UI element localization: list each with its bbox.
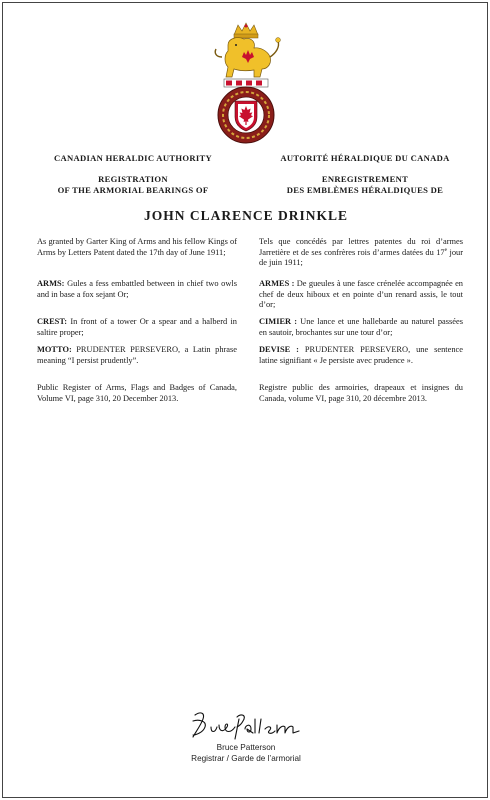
motto-text: PRUDENTER PERSEVERO, a Latin phrase meaning “I persist prudently”. [37,345,237,365]
french-registration-line: ENREGISTREMENT [321,174,409,184]
english-grant-text: As granted by Garter King of Arms and his fellow Kings of Arms by Letters Patent dated the 17th day of June 1911; [37,237,237,257]
signatory-title: Registrar / Garde de l’armorial [191,753,301,763]
crest-blazon: In front of a tower Or a spear and a halberd in saltire proper; [37,317,237,337]
crown-icon [234,23,258,38]
french-grant-part-a: Tels que concédés par lettres patentes du roi d’armes Jarretière et de ses confrères rois d’armes datées du 17 [259,237,463,257]
english-armorial-line: OF THE ARMORIAL BEARINGS OF [57,185,209,195]
english-crest [37,317,237,338]
devise-text: PRUDENTER PERSEVERO, une sentence latine signifiant « Je persiste avec prudence ». [259,345,463,365]
signatory-name: Bruce Patterson [216,743,276,752]
english-arms [37,279,237,300]
french-crest [259,317,463,338]
armes-blazon: De gueules à une fasce crénelée accompagnée en chef de deux hiboux et en pointe d’un renard assis, le tout d’or; [259,279,463,310]
handwritten-signature [181,707,311,743]
lion-icon [215,38,280,77]
french-armorial-line: DES EMBLÈMES HÉRALDIQUES DE [286,185,444,195]
motto-label: MOTTO: [37,345,72,354]
french-register-reference: Registre public des armoiries, drapeaux et insignes du Canada, volume VI, page 310, 20 décembre 2013. [259,383,463,403]
french-header [265,153,465,196]
french-arms [259,279,463,311]
english-registration-line: REGISTRATION [98,174,168,184]
crest-label: CREST: [37,317,68,326]
signatory-block [3,743,489,764]
french-grant-text [259,237,463,269]
french-grant-part-b: jour de juin 1911; [259,247,463,268]
cimier-blazon: Une lance et une hallebarde au naturel passées en sautoir, brochantes sur une tour d’or; [259,317,463,337]
letters-patent-page [2,2,488,798]
english-register-reference: Public Register of Arms, Flags and Badges of Canada, Volume VI, page 310, 20 December 2013. [37,383,237,403]
french-authority-title: AUTORITÉ HÉRALDIQUE DU CANADA [280,153,450,163]
french-motto [259,345,463,366]
arms-label: ARMS: [37,279,65,288]
armes-label: ARMES : [259,279,295,288]
english-motto [37,345,237,366]
english-header [43,153,223,196]
devise-label: DEVISE : [259,345,299,354]
french-grant-ordinal: e [444,246,448,253]
chain-band [224,79,268,87]
heraldic-authority-emblem [198,21,294,147]
recipient-name: JOHN CLARENCE DRINKLE [143,208,349,223]
cimier-label: CIMIER : [259,317,298,326]
arms-blazon: Gules a fess embattled between in chief two owls and in base a fox sejant Or; [37,279,237,299]
english-authority-title: CANADIAN HERALDIC AUTHORITY [53,153,213,163]
